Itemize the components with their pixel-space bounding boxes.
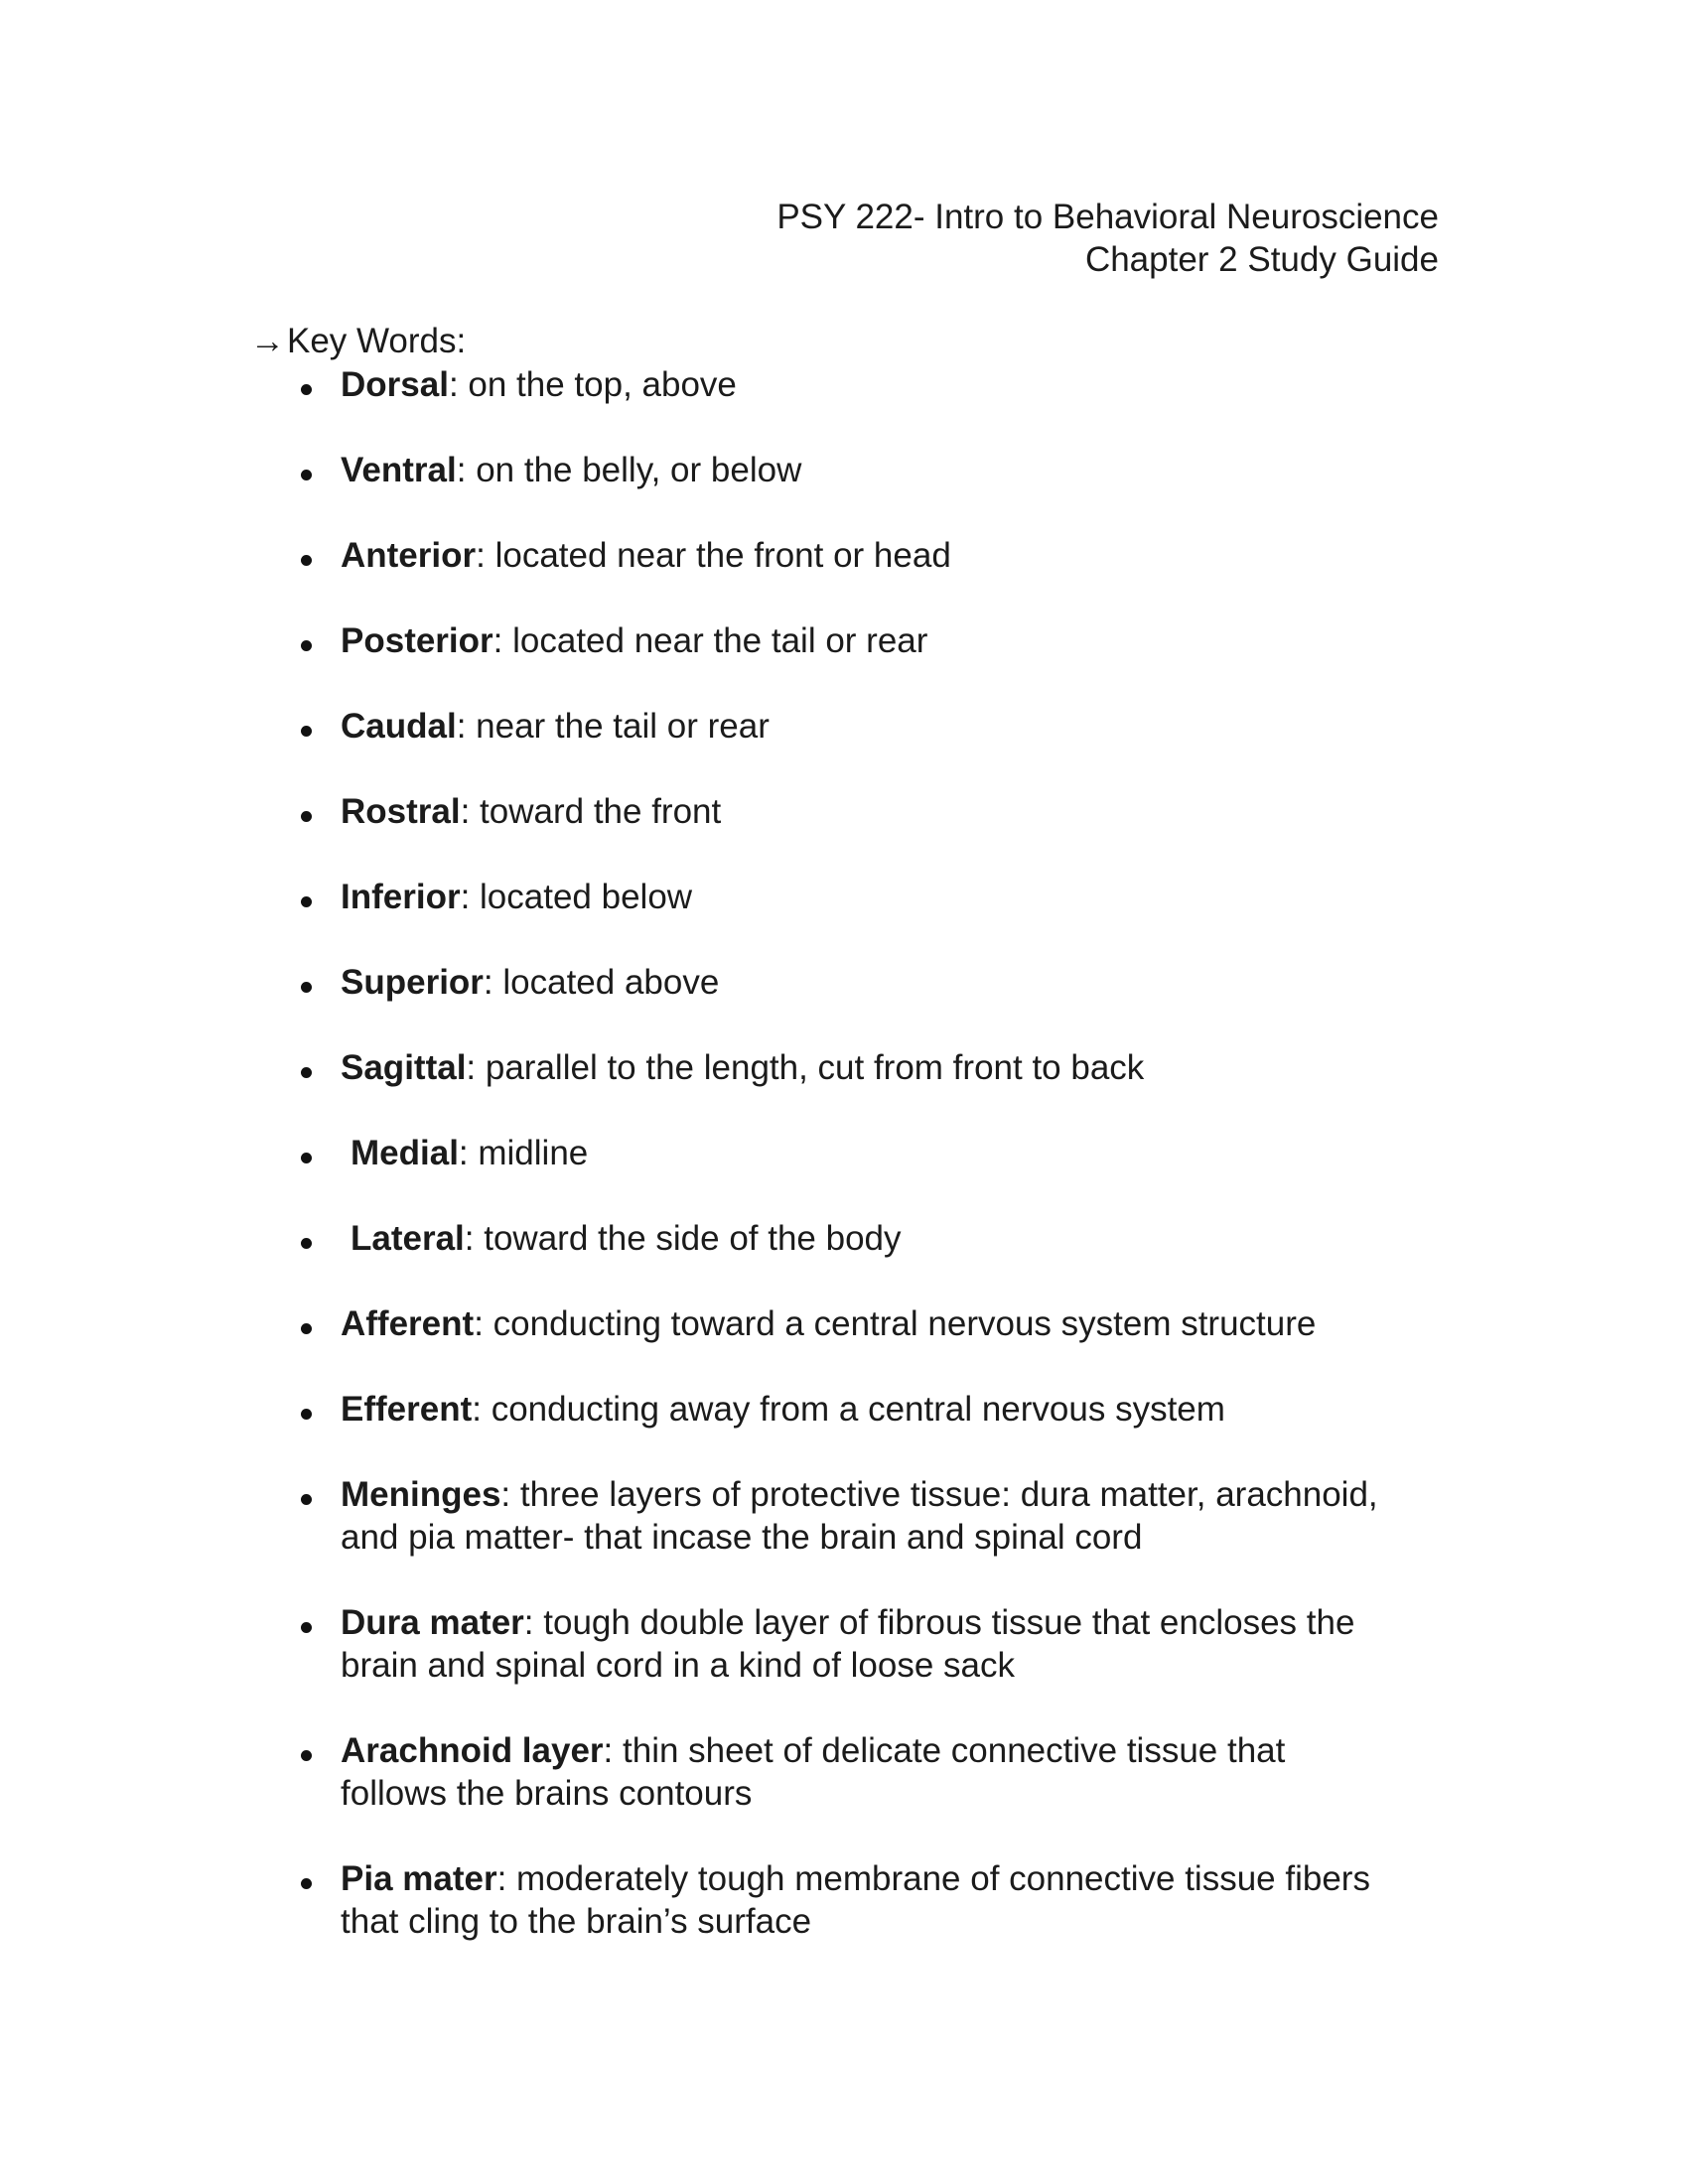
keyword-term: Caudal — [341, 707, 457, 746]
keyword-item-text — [341, 790, 1552, 833]
keyword-item — [301, 705, 1552, 748]
keyword-term: Sagittal — [341, 1048, 467, 1087]
keyword-definition: on the top, above — [468, 365, 737, 404]
keyword-separator: : — [472, 1390, 492, 1429]
keyword-item — [301, 1601, 1552, 1687]
bullet-icon — [301, 1153, 312, 1163]
keyword-definition: toward the front — [480, 792, 722, 831]
keyword-separator: : — [448, 365, 469, 404]
keyword-definition: located near the tail or rear — [512, 621, 928, 660]
keyword-item-text — [341, 449, 1552, 491]
keyword-item — [301, 1132, 1552, 1174]
keyword-definition: located above — [502, 963, 720, 1002]
document-title — [776, 196, 1439, 281]
keyword-term: Superior — [341, 963, 484, 1002]
bullet-icon — [301, 640, 312, 651]
keyword-item — [301, 449, 1552, 491]
keyword-definition: thin sheet of delicate connective tissue that follows the brains contours — [341, 1731, 1286, 1813]
keyword-separator: : — [458, 1134, 479, 1172]
keyword-term: Anterior — [341, 536, 477, 575]
keyword-definition: located below — [480, 878, 693, 916]
keywords-heading-label: Key Words: — [287, 322, 467, 360]
keyword-definition: three layers of protective tissue: dura matter, arachnoid, and pia matter- that incase the brain and spinal cord — [341, 1475, 1378, 1557]
keyword-definition: midline — [478, 1134, 589, 1172]
keyword-list — [301, 363, 1552, 1985]
arrow-icon: → — [250, 322, 285, 360]
keyword-item-text — [341, 1388, 1552, 1431]
bullet-icon — [301, 1323, 312, 1334]
bullet-icon — [301, 1409, 312, 1420]
keyword-item — [301, 1729, 1552, 1815]
keyword-separator: : — [492, 621, 513, 660]
keyword-separator: : — [474, 1304, 493, 1343]
keyword-term: Inferior — [341, 878, 461, 916]
document-title-line1: PSY 222- Intro to Behavioral Neuroscience — [776, 198, 1439, 236]
keyword-item — [301, 790, 1552, 833]
bullet-icon — [301, 1878, 312, 1889]
keyword-item — [301, 1302, 1552, 1345]
keyword-item-text — [341, 1473, 1552, 1559]
keyword-term: Posterior — [341, 621, 493, 660]
bullet-icon — [301, 555, 312, 566]
keyword-item — [301, 534, 1552, 577]
bullet-icon — [301, 982, 312, 993]
keyword-item — [301, 1046, 1552, 1089]
keyword-term: Efferent — [341, 1390, 473, 1429]
keyword-term: Arachnoid layer — [341, 1731, 604, 1770]
keyword-item — [301, 1388, 1552, 1431]
bullet-icon — [301, 1622, 312, 1633]
keyword-separator: : — [460, 792, 481, 831]
keyword-item — [301, 876, 1552, 918]
keyword-term: Ventral — [341, 451, 457, 489]
keyword-definition: moderately tough membrane of connective tissue fibers that cling to the brain’s surface — [341, 1859, 1370, 1941]
keyword-item — [301, 1217, 1552, 1260]
bullet-icon — [301, 470, 312, 480]
bullet-icon — [301, 1238, 312, 1249]
keyword-item — [301, 1857, 1552, 1943]
keyword-item — [301, 619, 1552, 662]
keyword-definition: toward the side of the body — [484, 1219, 902, 1258]
bullet-icon — [301, 811, 312, 822]
keyword-definition: tough double layer of fibrous tissue that encloses the brain and spinal cord in a kind of loose sack — [341, 1603, 1355, 1685]
keyword-term: Meninges — [341, 1475, 501, 1514]
keywords-heading — [250, 320, 466, 362]
bullet-icon — [301, 1494, 312, 1505]
keyword-definition: near the tail or rear — [476, 707, 770, 746]
keyword-term: Rostral — [341, 792, 461, 831]
keyword-definition: located near the front or head — [494, 536, 951, 575]
keyword-definition: conducting toward a central nervous system structure — [492, 1304, 1317, 1343]
keyword-separator: : — [500, 1475, 520, 1514]
keyword-item-text — [341, 1302, 1552, 1345]
keyword-separator: : — [456, 707, 477, 746]
keyword-term: Dura mater — [341, 1603, 524, 1642]
bullet-icon — [301, 1067, 312, 1078]
keyword-separator: : — [476, 536, 495, 575]
keyword-item-text — [341, 1729, 1552, 1815]
keyword-item-text — [341, 1217, 1552, 1260]
keyword-definition: on the belly, or below — [476, 451, 802, 489]
keyword-definition: conducting away from a central nervous system — [491, 1390, 1225, 1429]
keyword-separator: : — [464, 1219, 485, 1258]
keyword-item-text — [341, 876, 1552, 918]
bullet-icon — [301, 1750, 312, 1761]
keyword-separator: : — [523, 1603, 544, 1642]
keyword-separator: : — [483, 963, 503, 1002]
bullet-icon — [301, 384, 312, 395]
keyword-definition: parallel to the length, cut from front to back — [485, 1048, 1145, 1087]
keyword-separator: : — [496, 1859, 517, 1898]
bullet-icon — [301, 726, 312, 737]
keyword-item-text — [341, 363, 1552, 406]
keyword-item — [301, 961, 1552, 1004]
bullet-icon — [301, 896, 312, 907]
keyword-item-text — [341, 1132, 1552, 1174]
keyword-item-text — [341, 1046, 1552, 1089]
keyword-item-text — [341, 961, 1552, 1004]
keyword-item-text — [341, 1601, 1552, 1687]
keyword-term: Dorsal — [341, 365, 449, 404]
keyword-item — [301, 363, 1552, 406]
keyword-term: Medial — [351, 1134, 459, 1172]
keyword-separator: : — [466, 1048, 486, 1087]
keyword-item-text — [341, 705, 1552, 748]
keyword-term: Afferent — [341, 1304, 475, 1343]
keyword-term: Lateral — [351, 1219, 465, 1258]
keyword-separator: : — [460, 878, 481, 916]
keyword-separator: : — [456, 451, 477, 489]
keyword-item — [301, 1473, 1552, 1559]
keyword-item-text — [341, 534, 1552, 577]
keyword-separator: : — [603, 1731, 623, 1770]
keyword-term: Pia mater — [341, 1859, 497, 1898]
keyword-item-text — [341, 619, 1552, 662]
keyword-item-text — [341, 1857, 1552, 1943]
document-title-line2: Chapter 2 Study Guide — [1084, 240, 1439, 279]
